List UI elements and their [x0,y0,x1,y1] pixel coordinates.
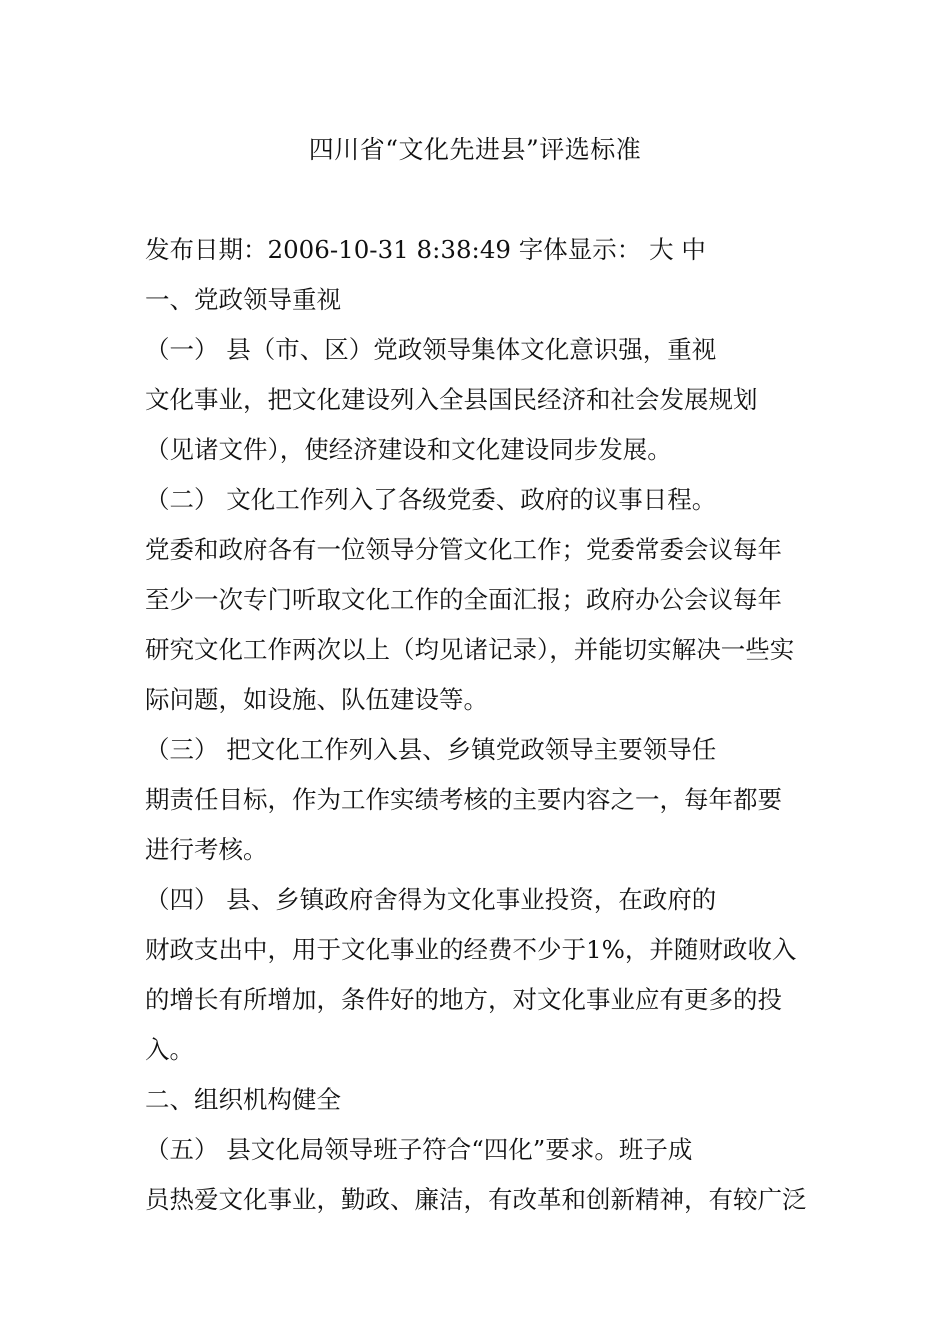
paragraph-line: 入。 [145,1035,194,1064]
paragraph-line: 党委和政府各有一位领导分管文化工作；党委常委会议每年 [145,535,782,564]
document-title: 四川省“文化先进县”评选标准 [308,135,642,164]
section-heading-1: 一、党政领导重视 [145,285,341,314]
paragraph-line: 文化事业，把文化建设列入全县国民经济和社会发展规划 [145,385,758,414]
paragraph-line: 际问题，如设施、队伍建设等。 [145,685,488,714]
paragraph-line: （见诸文件），使经济建设和文化建设同步发展。 [145,435,672,464]
paragraph-line: （一） 县（市、区）党政领导集体文化意识强，重视 [145,335,717,364]
document-body [145,225,810,1225]
paragraph-line: 研究文化工作两次以上（均见诸记录），并能切实解决一些实 [145,635,795,664]
paragraph-line: 员热爱文化事业，勤政、廉洁，有改革和创新精神，有较广泛 [145,1185,807,1214]
paragraph-line: 的增长有所增加，条件好的地方，对文化事业应有更多的投 [145,985,782,1014]
paragraph-line: （二） 文化工作列入了各级党委、政府的议事日程。 [145,485,717,514]
paragraph-line: 期责任目标，作为工作实绩考核的主要内容之一，每年都要 [145,785,782,814]
section-heading-2: 二、组织机构健全 [145,1085,341,1114]
paragraph-line: 至少一次专门听取文化工作的全面汇报；政府办公会议每年 [145,585,782,614]
paragraph-line: 财政支出中，用于文化事业的经费不少于1%，并随财政收入 [145,935,797,964]
publish-info-line: 发布日期：2006-10-31 8:38:49 字体显示： 大 中 [145,235,706,264]
paragraph-line: （五） 县文化局领导班子符合“四化”要求。班子成 [145,1135,693,1164]
paragraph-line: （四） 县、乡镇政府舍得为文化事业投资，在政府的 [145,885,717,914]
paragraph-line: （三） 把文化工作列入县、乡镇党政领导主要领导任 [145,735,717,764]
paragraph-line: 进行考核。 [145,835,268,864]
